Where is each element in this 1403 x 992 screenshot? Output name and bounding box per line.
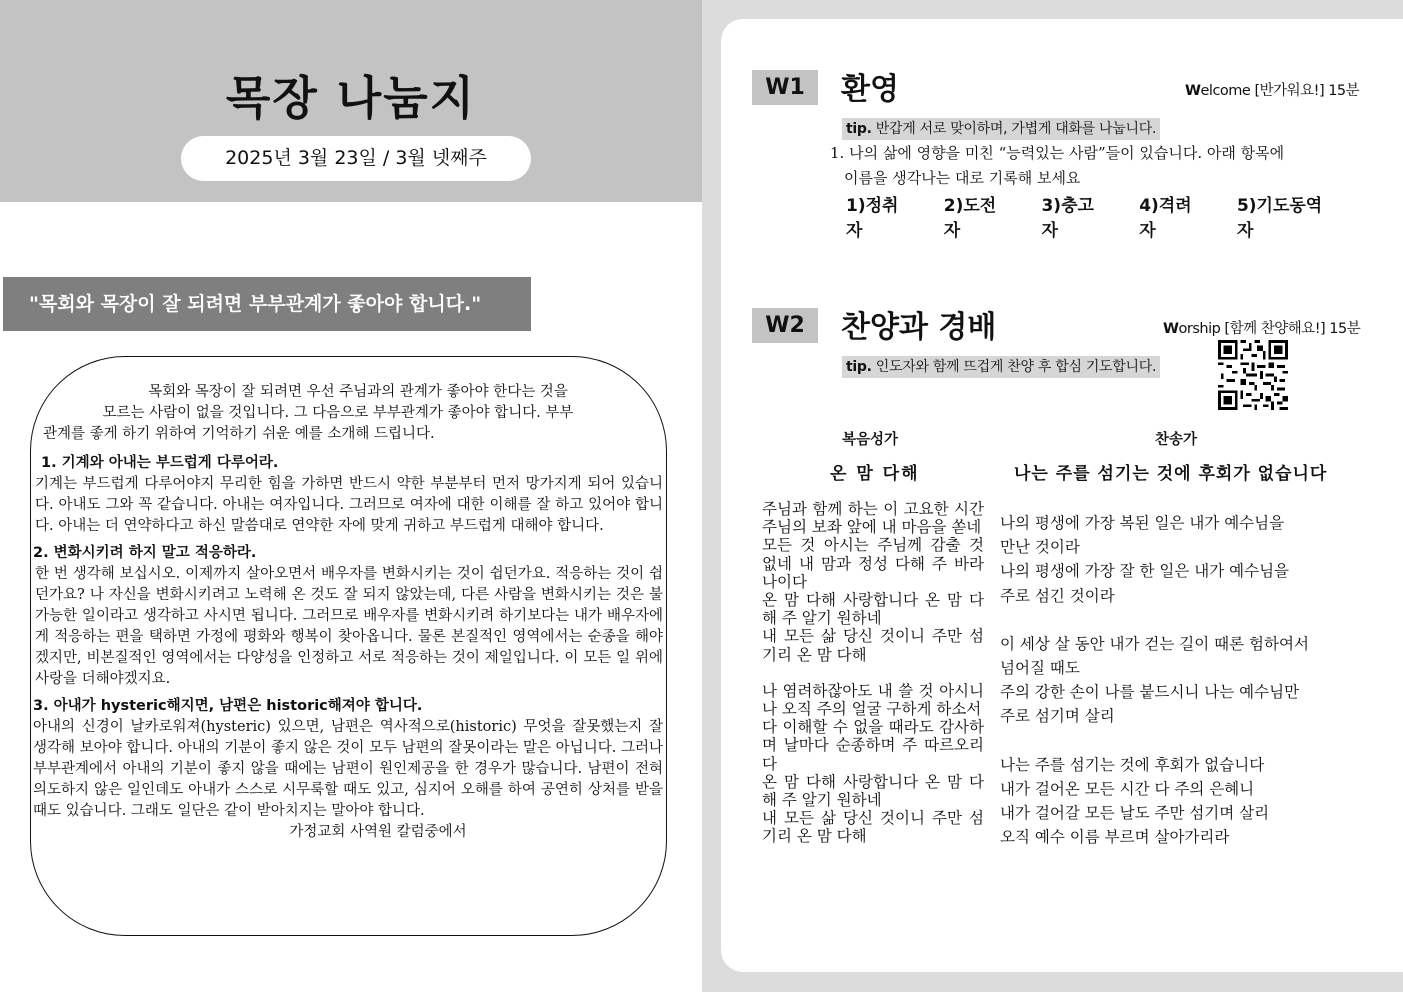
point-1-title: 1. 기계와 아내는 부드럽게 다루어라.	[41, 455, 279, 471]
page-title: 목장 나눔지	[225, 71, 477, 125]
w2-subtitle-initial: W	[1163, 321, 1179, 337]
w1-tip-label: tip.	[846, 121, 872, 137]
w1-subtitle-text: elcome [반가워요!] 15분	[1200, 83, 1360, 99]
option-item: 4)격려자	[1139, 196, 1192, 241]
option-item: 3)충고자	[1041, 196, 1094, 241]
column-text	[33, 382, 663, 843]
w1-title: 환영	[841, 72, 899, 107]
point-2-body: 한 번 생각해 보십시오. 이제까지 살아오면서 배우자를 변화시키는 것이 쉽던가요. 적응하는 것이 쉽던가요? 나 자신을 변화시키려고 노력해 온 것도 잘 되지 않았는데, 다른 사람을 변화시키는 것은 불가능한 일이라고 생각하고 사시면 됩니다. 그러므로 배우자를 변화시키려 하기보다는 내가 배우자에게 적응하는 편을 택하면 가정에 평화와 행복이 찾아옵니다. 물론 본질적인 영역에서는 순종을 해야겠지만, 비본질적인 영역에서는 다양성을 인정하고 서로 적응하는 것이 제일입니다. 이 모든 일 위에 사랑을 더해야겠지요.	[35, 566, 663, 687]
w1-question-line: 1. 나의 삶에 영향을 미친 “능력있는 사람”들이 있습니다. 아래 항목에	[830, 144, 1285, 162]
w1-tip	[842, 118, 1160, 140]
w1-options	[846, 191, 1366, 241]
w2-tip	[842, 356, 1160, 378]
w1-question-line: 이름을 생각나는 대로 기록해 보세요	[844, 169, 1081, 187]
lyrics-verse: 이 세상 살 동안 내가 걷는 길이 때론 험하여서 넘어질 때도 주의 강한 손이 나를 붙드시니 나는 예수님만 주로 섬기며 살리	[1000, 634, 1309, 726]
point-3-body: 아내의 신경이 날카로워져(hysteric) 있으면, 남편은 역사적으로(historic) 무엇을 잘못했는지 잘 생각해 보아야 합니다. 아내의 기분이 좋지 않은 것이 모두 남편의 잘못이라는 말은 아닙니다. 그러나 부부관계에서 아내의 기분이 좋지 않을 때에는 남편이 원인제공을 한 경우가 많습니다. 남편이 전혀 의도하지 않은 일인데도 아내가 스스로 시무룩할 때도 있고, 심지어 오해를 하여 공연히 상처를 받을 때도 있습니다. 그래도 일단은 같이 받아치지는 말아야 합니다.	[33, 719, 663, 819]
option-item: 1)정취자	[846, 196, 899, 241]
lyrics-verse: 나는 주를 섬기는 것에 후회가 없습니다 내가 걸어온 모든 시간 다 주의 은혜니 내가 걸어갈 모든 날도 주만 섬기며 살리 오직 예수 이름 부르며 살아가리라	[1000, 755, 1270, 847]
date-label: 2025년 3월 23일 / 3월 넷째주	[181, 136, 531, 181]
option-item: 5)기도동역자	[1236, 196, 1323, 241]
intro-line: 관계를 좋게 하기 위하여 기억하기 쉬운 예를 소개해 드립니다.	[43, 426, 435, 442]
w2-tag: W2	[752, 308, 818, 343]
intro-line: 모르는 사람이 없을 것입니다. 그 다음으로 부부관계가 좋아야 합니다. 부부	[102, 405, 574, 421]
point-3-title: 3. 아내가 hysteric해지면, 남편은 historic해져야 합니다.	[33, 698, 423, 714]
hymn-right-title: 나는 주를 섬기는 것에 후회가 없습니다	[1014, 464, 1328, 484]
w1-tip-text: 반갑게 서로 맞이하며, 가볍게 대화를 나눕니다.	[871, 121, 1157, 137]
column-source: 가정교회 사역원 칼럼중에서	[289, 824, 467, 840]
intro-line: 목회와 목장이 잘 되려면 우선 주님과의 관계가 좋아야 한다는 것을	[148, 384, 568, 400]
lyrics-verse: 주님과 함께 하는 이 고요한 시간 주님의 보좌 앞에 내 마음을 쏟네 모든 것 아시는 주님께 감출 것 없네 내 맘과 정성 다해 주 바라나이다 온 맘 다해 사랑합니다 온 맘 다해 주 알기 원하네 내 모든 삶 당신 것이니 주만 섬기리 온 맘 다해	[762, 500, 984, 664]
w2-subtitle	[1163, 317, 1360, 338]
qr-code-icon[interactable]	[1218, 340, 1288, 410]
w1-subtitle-initial: W	[1185, 83, 1201, 99]
point-2-title: 2. 변화시키려 하지 말고 적응하라.	[33, 545, 257, 561]
w2-subtitle-text: orship [함께 찬양해요!] 15분	[1178, 321, 1361, 337]
point-1-body: 기계는 부드럽게 다루어야지 무리한 힘을 가하면 반드시 약한 부분부터 먼저 망가지게 되어 있습니다. 아내도 그와 꼭 같습니다. 아내는 여자입니다. 그러므로 여자에 대한 이해를 잘 하고 있어야 합니다. 아내는 더 연약하다고 하신 말씀대로 연약한 자에 맞게 귀하고 부드럽게 대해야 합니다.	[35, 476, 663, 534]
option-item: 2)도전자	[943, 196, 997, 241]
lyrics-verse: 나 염려하잖아도 내 쓸 것 아시니 나 오직 주의 얼굴 구하게 하소서 다 이해할 수 없을 때라도 감사하며 날마다 순종하며 주 따르오리다 온 맘 다해 사랑합니다 온 맘 다해 주 알기 원하네 내 모든 삶 당신 것이니 주만 섬기리 온 맘 다해	[762, 681, 984, 846]
w1-subtitle	[1185, 79, 1359, 100]
column-intro	[33, 382, 663, 445]
hymn-right-label: 찬송가	[1155, 432, 1198, 448]
w2-tip-label: tip.	[846, 359, 872, 375]
w1-question	[830, 141, 1370, 191]
hymn-left-lyrics	[762, 500, 984, 864]
w2-title: 찬양과 경배	[841, 310, 997, 345]
lyrics-verse: 나의 평생에 가장 복된 일은 내가 예수님을 만난 것이라 나의 평생에 가장 잘 한 일은 내가 예수님을 주로 섬긴 것이라	[1000, 514, 1290, 605]
hymn-left-title: 온 맘 다해	[830, 464, 920, 484]
w2-tip-text: 인도자와 함께 뜨겁게 찬양 후 합심 기도합니다.	[871, 359, 1157, 375]
column-quote-banner: "목회와 목장이 잘 되려면 부부관계가 좋아야 합니다."	[3, 277, 531, 331]
w1-tag: W1	[752, 70, 818, 105]
hymn-left-label: 복음성가	[842, 432, 899, 448]
hymn-right-lyrics	[1000, 511, 1372, 873]
